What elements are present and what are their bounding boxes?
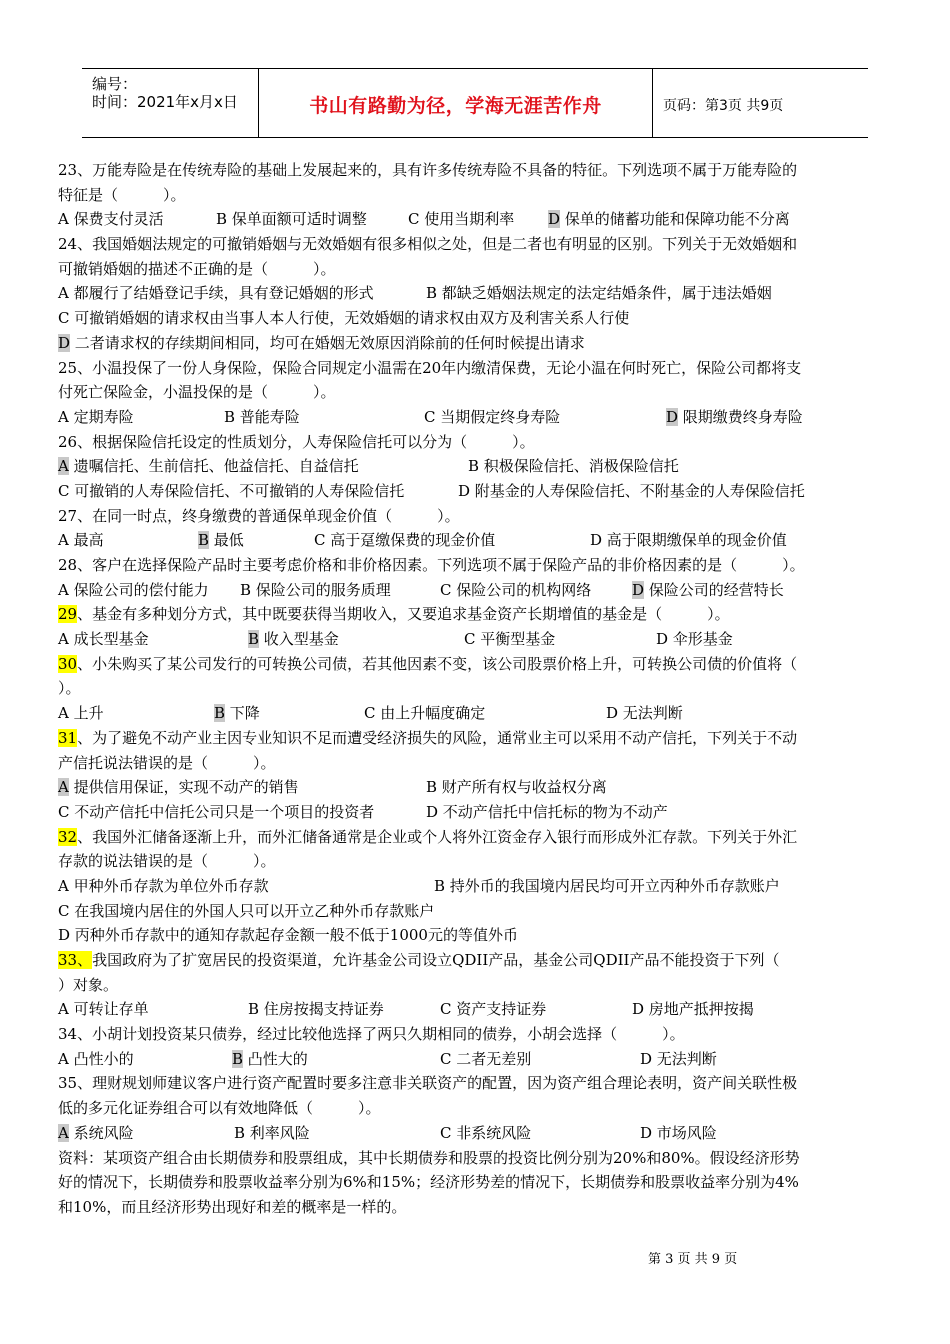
- option-text: D 高于限期缴保单的现金价值: [590, 531, 787, 550]
- text-line: [58, 849, 894, 874]
- option-text: D 市场风险: [640, 1123, 717, 1142]
- option-text: B 保单面额可适时调整: [216, 210, 367, 229]
- document-time-label: 时间：2021年x月x日: [92, 93, 238, 111]
- highlighted-answer-key: B: [248, 630, 260, 649]
- answer-option: [632, 997, 754, 1022]
- line-text: ）。: [58, 679, 81, 698]
- text-line: [58, 602, 894, 627]
- option-text: B 财产所有权与收益权分离: [426, 778, 607, 797]
- option-text: C 二者无差别: [440, 1049, 532, 1068]
- line-text: 、小朱购买了某公司发行的可转换公司债，若其他因素不变，该公司股票价格上升，可转换公司债的价值将（: [77, 654, 798, 673]
- option-text: D 附基金的人寿保险信托、不附基金的人寿保险信托: [458, 481, 805, 500]
- line-text: 付死亡保险金，小温投保的是（ ）。: [58, 383, 336, 402]
- answer-option: [440, 578, 591, 603]
- option-text: D 伞形基金: [656, 630, 733, 649]
- text-line: [58, 899, 894, 924]
- option-text: B 持外币的我国境内居民均可开立丙种外币存款账户: [434, 876, 780, 895]
- text-line: [58, 257, 894, 282]
- answer-option: [58, 578, 209, 603]
- answer-option: [224, 405, 300, 430]
- answer-option: [666, 405, 803, 430]
- option-text: C 不动产信托中信托公司只是一个项目的投资者: [58, 802, 375, 821]
- option-text: D 无法判断: [606, 704, 683, 723]
- option-text: A 保费支付灵活: [58, 210, 164, 229]
- answer-option: [58, 997, 149, 1022]
- option-text: B 普能寿险: [224, 407, 300, 426]
- line-text: 、基金有多种划分方式，其中既要获得当期收入，又要追求基金资产长期增值的基金是（ ）。: [77, 605, 730, 624]
- answer-option: [464, 627, 555, 652]
- option-line: [58, 800, 894, 825]
- option-text: B 都缺乏婚姻法规定的法定结婚条件，属于违法婚姻: [426, 284, 772, 303]
- highlighted-answer-key: D: [58, 333, 71, 352]
- line-text: D 丙种外币存款中的通知存款起存金额一般不低于1000元的等值外币: [58, 926, 518, 945]
- option-line: [58, 281, 894, 306]
- answer-option: [234, 1121, 310, 1146]
- answer-option: [640, 1047, 717, 1072]
- text-line: [58, 676, 894, 701]
- highlighted-answer-key: B: [214, 704, 226, 723]
- text-line: [58, 726, 894, 751]
- line-text: 低的多元化证券组合可以有效地降低（ ）。: [58, 1099, 381, 1118]
- option-text: C 非系统风险: [440, 1123, 532, 1142]
- line-text: C 可撤销婚姻的请求权由当事人本人行使，无效婚姻的请求权由双方及利害关系人行使: [58, 309, 630, 328]
- answer-option: [434, 874, 780, 899]
- text-line: [58, 1022, 894, 1047]
- text-line: [58, 973, 894, 998]
- text-line: [58, 356, 894, 381]
- answer-option: [216, 207, 367, 232]
- answer-option: [58, 627, 149, 652]
- answer-option: [640, 1121, 717, 1146]
- answer-option: [198, 528, 244, 553]
- option-text: C 保险公司的机构网络: [440, 580, 592, 599]
- highlighted-question-number: 33、: [58, 951, 93, 969]
- answer-option: [248, 627, 339, 652]
- option-text: B 住房按揭支持证券: [248, 1000, 384, 1019]
- answer-option: [426, 800, 668, 825]
- option-text: A 都履行了结婚登记手续，具有登记婚姻的形式: [58, 284, 374, 303]
- option-text: 提供信用保证，实现不动产的销售: [68, 778, 299, 797]
- option-text: A 定期寿险: [58, 407, 134, 426]
- answer-option: [408, 207, 514, 232]
- option-line: [58, 405, 894, 430]
- highlighted-answer-key: B: [198, 531, 210, 550]
- line-text: 24、我国婚姻法规定的可撤销婚姻与无效婚姻有很多相似之处，但是二者也有明显的区别。下列关于无效婚姻和: [58, 235, 798, 254]
- answer-option: [590, 528, 787, 553]
- option-text: 二者请求权的存续期间相同，均可在婚姻无效原因消除前的任何时候提出请求: [70, 333, 585, 352]
- answer-option: [58, 454, 359, 479]
- answer-option: [632, 578, 784, 603]
- answer-option: [440, 997, 546, 1022]
- answer-option: [58, 528, 104, 553]
- answer-option: [440, 1047, 531, 1072]
- line-text: 27、在同一时点，终身缴费的普通保单现金价值（ ）。: [58, 506, 460, 525]
- line-text: 26、根据保险信托设定的性质划分，人寿保险信托可以分为（ ）。: [58, 432, 535, 451]
- line-text: 、为了避免不动产业主因专业知识不足而遭受经济损失的风险，通常业主可以采用不动产信托，下列关于不动: [77, 728, 798, 747]
- option-line: [58, 1121, 894, 1146]
- line-text: 和10%，而且经济形势出现好和差的概率是一样的。: [58, 1197, 407, 1216]
- option-line: [58, 997, 894, 1022]
- option-text: 遗嘱信托、生前信托、他益信托、自益信托: [68, 457, 359, 476]
- highlighted-question-number: 29: [58, 605, 78, 624]
- option-text: 凸性大的: [243, 1049, 308, 1068]
- document-id-label: 编号：: [92, 75, 138, 93]
- text-line: [58, 232, 894, 257]
- option-line: [58, 331, 894, 356]
- option-text: 下降: [225, 704, 260, 723]
- highlighted-answer-key: D: [548, 210, 561, 229]
- header-page-number: 页码：第3页 共9页: [663, 98, 784, 114]
- option-text: A 上升: [58, 704, 104, 723]
- answer-option: [58, 405, 134, 430]
- option-line: [58, 207, 894, 232]
- answer-option: [314, 528, 495, 553]
- option-line: [58, 578, 894, 603]
- text-line: [58, 1170, 894, 1195]
- answer-option: [426, 281, 772, 306]
- option-line: [58, 701, 894, 726]
- line-text: 23、万能寿险是在传统寿险的基础上发展起来的，具有许多传统寿险不具备的特征。下列选项不属于万能寿险的: [58, 161, 798, 179]
- option-text: C 当期假定终身寿险: [424, 407, 561, 426]
- option-text: 系统风险: [68, 1123, 134, 1142]
- highlighted-question-number: 31: [58, 728, 78, 747]
- answer-option: [424, 405, 560, 430]
- option-line: [58, 479, 894, 504]
- text-line: [58, 1146, 894, 1171]
- option-line: [58, 874, 894, 899]
- header-page-cell: [653, 69, 868, 137]
- answer-option: [58, 775, 299, 800]
- line-text: 34、小胡计划投资某只债券，经过比较他选择了两只久期相同的债券，小胡会选择（ ）。: [58, 1025, 685, 1044]
- option-text: 保单的储蓄功能和保障功能不分离: [560, 210, 790, 229]
- answer-option: [58, 1047, 134, 1072]
- option-line: [58, 1047, 894, 1072]
- option-text: A 最高: [58, 531, 104, 550]
- page-footer: 第 3 页 共 9 页: [648, 1252, 738, 1267]
- answer-option: [214, 701, 260, 726]
- answer-option: [58, 207, 164, 232]
- answer-option: [606, 701, 683, 726]
- option-text: 最低: [209, 531, 244, 550]
- text-line: [58, 553, 894, 578]
- answer-option: [58, 1121, 134, 1146]
- answer-option: [58, 331, 585, 356]
- answer-option: [468, 454, 679, 479]
- option-text: C 平衡型基金: [464, 630, 556, 649]
- line-text: 特征是（ ）。: [58, 185, 186, 204]
- highlighted-answer-key: B: [232, 1049, 244, 1068]
- option-line: [58, 528, 894, 553]
- text-line: [58, 652, 894, 677]
- highlighted-answer-key: A: [58, 1123, 69, 1142]
- highlighted-answer-key: D: [666, 407, 679, 426]
- option-text: C 由上升幅度确定: [364, 704, 486, 723]
- text-line: [58, 751, 894, 776]
- text-line: [58, 923, 894, 948]
- line-text: 35、理财规划师建议客户进行资产配置时要多注意非关联资产的配置，因为资产组合理论表明，资产间关联性极: [58, 1074, 798, 1093]
- option-text: A 成长型基金: [58, 630, 149, 649]
- line-text: 28、客户在选择保险产品时主要考虑价格和非价格因素。下列选项不属于保险产品的非价格因素的是（ ）。: [58, 556, 805, 574]
- question-body: [58, 158, 894, 1220]
- option-text: A 甲种外币存款为单位外币存款: [58, 876, 269, 895]
- text-line: [58, 948, 894, 973]
- line-text: 好的情况下，长期债券和股票收益率分别为6%和15%；经济形势差的情况下，长期债券和股票收益率分别为4%: [58, 1173, 799, 1192]
- highlighted-answer-key: D: [632, 580, 645, 599]
- header-motto: 书山有路勤为径，学海无涯苦作舟: [309, 95, 602, 117]
- line-text: 、我国外汇储备逐渐上升，而外汇储备通常是企业或个人将外江资金存入银行而形成外汇存款。下列关于外汇: [77, 827, 798, 846]
- text-line: [58, 158, 894, 183]
- text-line: [58, 504, 894, 529]
- answer-option: [58, 701, 104, 726]
- answer-option: [232, 1047, 308, 1072]
- text-line: [58, 306, 894, 331]
- answer-option: [458, 479, 805, 504]
- option-text: B 积极保险信托、消极保险信托: [468, 457, 679, 476]
- option-text: D 无法判断: [640, 1049, 717, 1068]
- answer-option: [440, 1121, 531, 1146]
- header-meta-cell: [82, 69, 259, 137]
- option-text: B 保险公司的服务质理: [240, 580, 391, 599]
- option-text: C 可撤销的人寿保险信托、不可撤销的人寿保险信托: [58, 481, 405, 500]
- line-text: 资料：某项资产组合由长期债券和股票组成，其中长期债券和股票的投资比例分别为20%和80%。假设经济形势: [58, 1148, 800, 1167]
- text-line: [58, 430, 894, 455]
- option-text: D 房地产抵押按揭: [632, 1000, 754, 1019]
- answer-option: [58, 281, 374, 306]
- line-text: C 在我国境内居住的外国人只可以开立乙种外币存款账户: [58, 901, 435, 920]
- answer-option: [656, 627, 733, 652]
- option-text: 保险公司的经营特长: [644, 580, 784, 599]
- highlighted-question-number: 32: [58, 827, 78, 846]
- option-text: D 不动产信托中信托标的物为不动产: [426, 802, 668, 821]
- option-text: C 使用当期利率: [408, 210, 515, 229]
- line-text: 存款的说法错误的是（ ）。: [58, 852, 276, 871]
- answer-option: [58, 800, 374, 825]
- page-header: [82, 68, 868, 138]
- option-text: 限期缴费终身寿险: [678, 407, 803, 426]
- option-text: C 高于趸缴保费的现金价值: [314, 531, 496, 550]
- line-text: 产信托说法错误的是（ ）。: [58, 753, 276, 772]
- answer-option: [248, 997, 384, 1022]
- text-line: [58, 1096, 894, 1121]
- text-line: [58, 825, 894, 850]
- answer-option: [58, 479, 404, 504]
- option-text: A 保险公司的偿付能力: [58, 580, 209, 599]
- answer-option: [548, 207, 790, 232]
- text-line: [58, 1071, 894, 1096]
- line-text: 可撤销婚姻的描述不正确的是（ ）。: [58, 259, 336, 278]
- line-text: 25、小温投保了一份人身保险，保险合同规定小温需在20年内缴清保费，无论小温在何时死亡，保险公司都将支: [58, 358, 802, 377]
- option-text: B 利率风险: [234, 1123, 310, 1142]
- option-text: C 资产支持证券: [440, 1000, 547, 1019]
- text-line: [58, 1195, 894, 1220]
- answer-option: [364, 701, 485, 726]
- answer-option: [240, 578, 391, 603]
- text-line: [58, 183, 894, 208]
- option-text: A 可转让存单: [58, 1000, 149, 1019]
- option-text: A 凸性小的: [58, 1049, 134, 1068]
- highlighted-question-number: 30: [58, 654, 78, 673]
- answer-option: [426, 775, 607, 800]
- line-text: ）对象。: [58, 975, 119, 994]
- header-motto-cell: [259, 69, 653, 137]
- answer-option: [58, 874, 269, 899]
- option-line: [58, 627, 894, 652]
- option-line: [58, 775, 894, 800]
- option-line: [58, 454, 894, 479]
- text-line: [58, 380, 894, 405]
- highlighted-answer-key: A: [58, 457, 69, 476]
- option-text: 收入型基金: [259, 630, 339, 649]
- highlighted-answer-key: A: [58, 778, 69, 797]
- line-text: 我国政府为了扩宽居民的投资渠道，允许基金公司设立QDII产品，基金公司QDII产品不能投资于下列（: [92, 951, 780, 969]
